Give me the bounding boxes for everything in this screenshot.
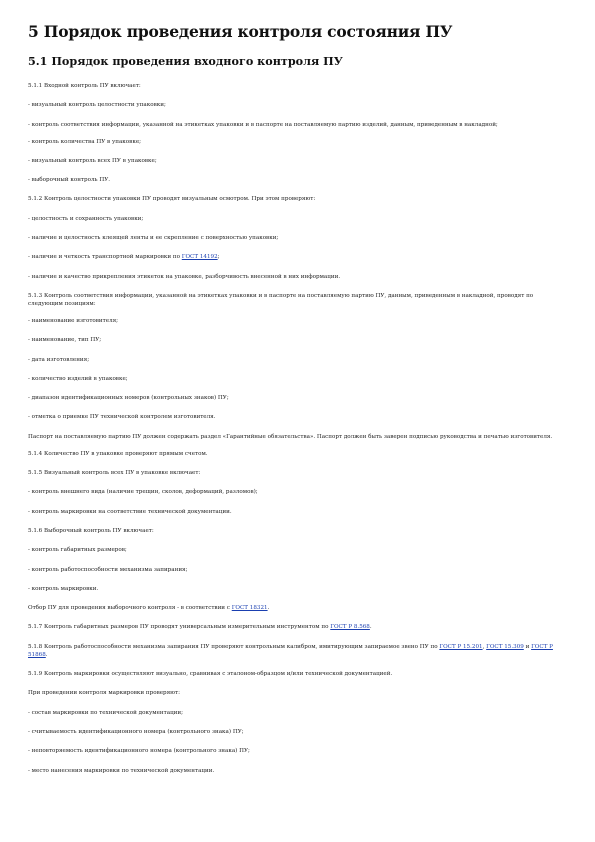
paragraph-text: - визуальный контроль целостности упаковки;	[28, 102, 166, 109]
paragraph-text: 5.1.1 Входной контроль ПУ включает:	[28, 83, 141, 89]
paragraph-text: ;	[217, 254, 220, 261]
paragraph	[28, 747, 565, 755]
paragraph	[28, 566, 565, 574]
standard-link[interactable]: ГОСТ 15.309	[486, 643, 524, 650]
paragraph	[28, 234, 565, 242]
paragraph	[28, 623, 565, 631]
paragraph-text: Паспорт на поставляемую партию ПУ должен содержать раздел «Гарантийные обязательства». Паспорт должен быть заверен подписью руководства и печатью изготовителя.	[28, 433, 553, 440]
paragraph	[28, 767, 565, 775]
paragraph-text: - контроль габаритных размеров;	[28, 547, 127, 554]
paragraph-text: - считываемость идентификационного номера (контрольного знака) ПУ;	[28, 728, 244, 735]
paragraph	[28, 433, 565, 441]
paragraph-text: ,	[482, 643, 487, 650]
paragraph	[28, 585, 565, 593]
paragraph	[28, 450, 565, 458]
paragraph-text: - наименование, тип ПУ;	[28, 337, 102, 344]
paragraph	[28, 643, 565, 659]
standard-link[interactable]: ГОСТ 14192	[181, 254, 218, 261]
paragraph-text: - состав маркировки по технической документации;	[28, 709, 184, 716]
paragraph-text: .	[45, 651, 48, 658]
paragraph	[28, 689, 565, 697]
paragraph-text: - визуальный контроль всех ПУ в упаковке;	[28, 157, 157, 164]
paragraph-text: 5.1.2 Контроль целостности упаковки ПУ проводят визуальным осмотром. При этом проверяют:	[28, 196, 316, 203]
standard-link[interactable]: ГОСТ Р 8.568	[330, 624, 370, 631]
standard-link[interactable]: ГОСТ Р 15.201	[439, 643, 483, 650]
paragraph	[28, 273, 565, 281]
paragraph-text: - выборочный контроль ПУ.	[28, 177, 111, 184]
paragraph-text: 5.1.5 Визуальный контроль всех ПУ в упаковке включает:	[28, 470, 201, 477]
paragraph	[28, 728, 565, 736]
paragraph-text: - неповторяемость идентификационного номера (контрольного знака) ПУ;	[28, 748, 250, 755]
paragraph-text: 5.1.3 Контроль соответствия информации, указанной на этикетках упаковки и в паспорте на поставляемую партию ПУ, данным, приведенным в накладной, проводят по следующим позициям:	[28, 292, 534, 307]
paragraph	[28, 356, 565, 364]
paragraph	[28, 604, 565, 612]
paragraph	[28, 709, 565, 717]
paragraph-text: - место нанесения маркировки по технической документации.	[28, 767, 215, 774]
paragraph-text: При проведении контроля маркировки проверяют:	[28, 690, 181, 697]
paragraph-text: и	[523, 643, 532, 650]
paragraph	[28, 176, 565, 184]
paragraph-text: - контроль маркировки.	[28, 585, 99, 592]
paragraph	[28, 101, 565, 109]
paragraph	[28, 253, 565, 261]
standard-link[interactable]: ГОСТ 18321	[231, 605, 268, 612]
paragraph-text: 5.1.8 Контроль работоспособности механизма запирания ПУ проверяют контрольным калибром, имитирующим запираемое звено ПУ по	[28, 643, 440, 650]
standard-link[interactable]: ГОСТ Р 51868	[28, 643, 553, 658]
paragraph	[28, 157, 565, 165]
paragraph	[28, 527, 565, 535]
paragraph-text: - контроль количества ПУ в упаковке;	[28, 138, 142, 145]
paragraph-text: - отметка о приемке ПУ технической контролем изготовителя.	[28, 414, 216, 421]
paragraph	[28, 292, 565, 308]
paragraph-text: - наименование изготовителя;	[28, 317, 119, 324]
paragraph-text: - контроль маркировки на соответствие технической документации.	[28, 508, 232, 515]
paragraph	[28, 394, 565, 402]
paragraph	[28, 215, 565, 223]
paragraph-text: - контроль соответствия информации, указанной на этикетках упаковки и в паспорте на поставляемую партию изделий, данным, приведенным в накладной;	[28, 121, 498, 128]
paragraph-text: 5.1.7 Контроль габаритных размеров ПУ проводят универсальным измерительным инструментом по	[28, 624, 331, 631]
paragraph-text: 5.1.4 Количество ПУ в упаковке проверяют прямым счетом.	[28, 450, 208, 457]
paragraph-text: - контроль работоспособности механизма запирания;	[28, 566, 188, 573]
paragraph	[28, 508, 565, 516]
paragraph-text: - дата изготовления;	[28, 356, 90, 363]
document-body	[28, 82, 565, 775]
paragraph	[28, 121, 565, 129]
paragraph	[28, 488, 565, 496]
paragraph	[28, 413, 565, 421]
paragraph	[28, 670, 565, 678]
paragraph-text: - количество изделий в упаковке;	[28, 375, 128, 382]
paragraph	[28, 336, 565, 344]
page-title: 5 Порядок проведения контроля состояния ПУ	[28, 22, 453, 41]
paragraph	[28, 82, 565, 90]
paragraph-text: Отбор ПУ для проведения выборочного контроля - в соответствии с	[28, 605, 232, 612]
paragraph-text: - целостность и сохранность упаковки;	[28, 215, 144, 222]
paragraph-text: .	[267, 605, 270, 612]
paragraph	[28, 317, 565, 325]
paragraph-text: - наличие и целостность клеящей ленты и ее скрепление с поверхностью упаковки;	[28, 235, 279, 242]
paragraph	[28, 195, 565, 203]
paragraph-text: .	[369, 624, 372, 631]
paragraph-text: 5.1.6 Выборочный контроль ПУ включает:	[28, 527, 154, 534]
paragraph	[28, 138, 565, 146]
paragraph	[28, 546, 565, 554]
paragraph	[28, 469, 565, 477]
paragraph-text: - наличие и качество прикрепления этикеток на упаковке, разборчивость внесенной в них информации.	[28, 273, 341, 280]
paragraph	[28, 375, 565, 383]
paragraph-text: - наличие и четкость транспортной маркировки по	[28, 254, 182, 261]
section-title: 5.1 Порядок проведения входного контроля ПУ	[28, 54, 343, 68]
paragraph-text: - диапазон идентификационных номеров (контрольных знаков) ПУ;	[28, 395, 229, 402]
paragraph-text: - контроль внешнего вида (наличие трещин, сколов, деформаций, разломов);	[28, 489, 258, 496]
paragraph-text: 5.1.9 Контроль маркировки осуществляют визуально, сравнивая с эталоном-образцом и/или технической документацией.	[28, 671, 393, 678]
